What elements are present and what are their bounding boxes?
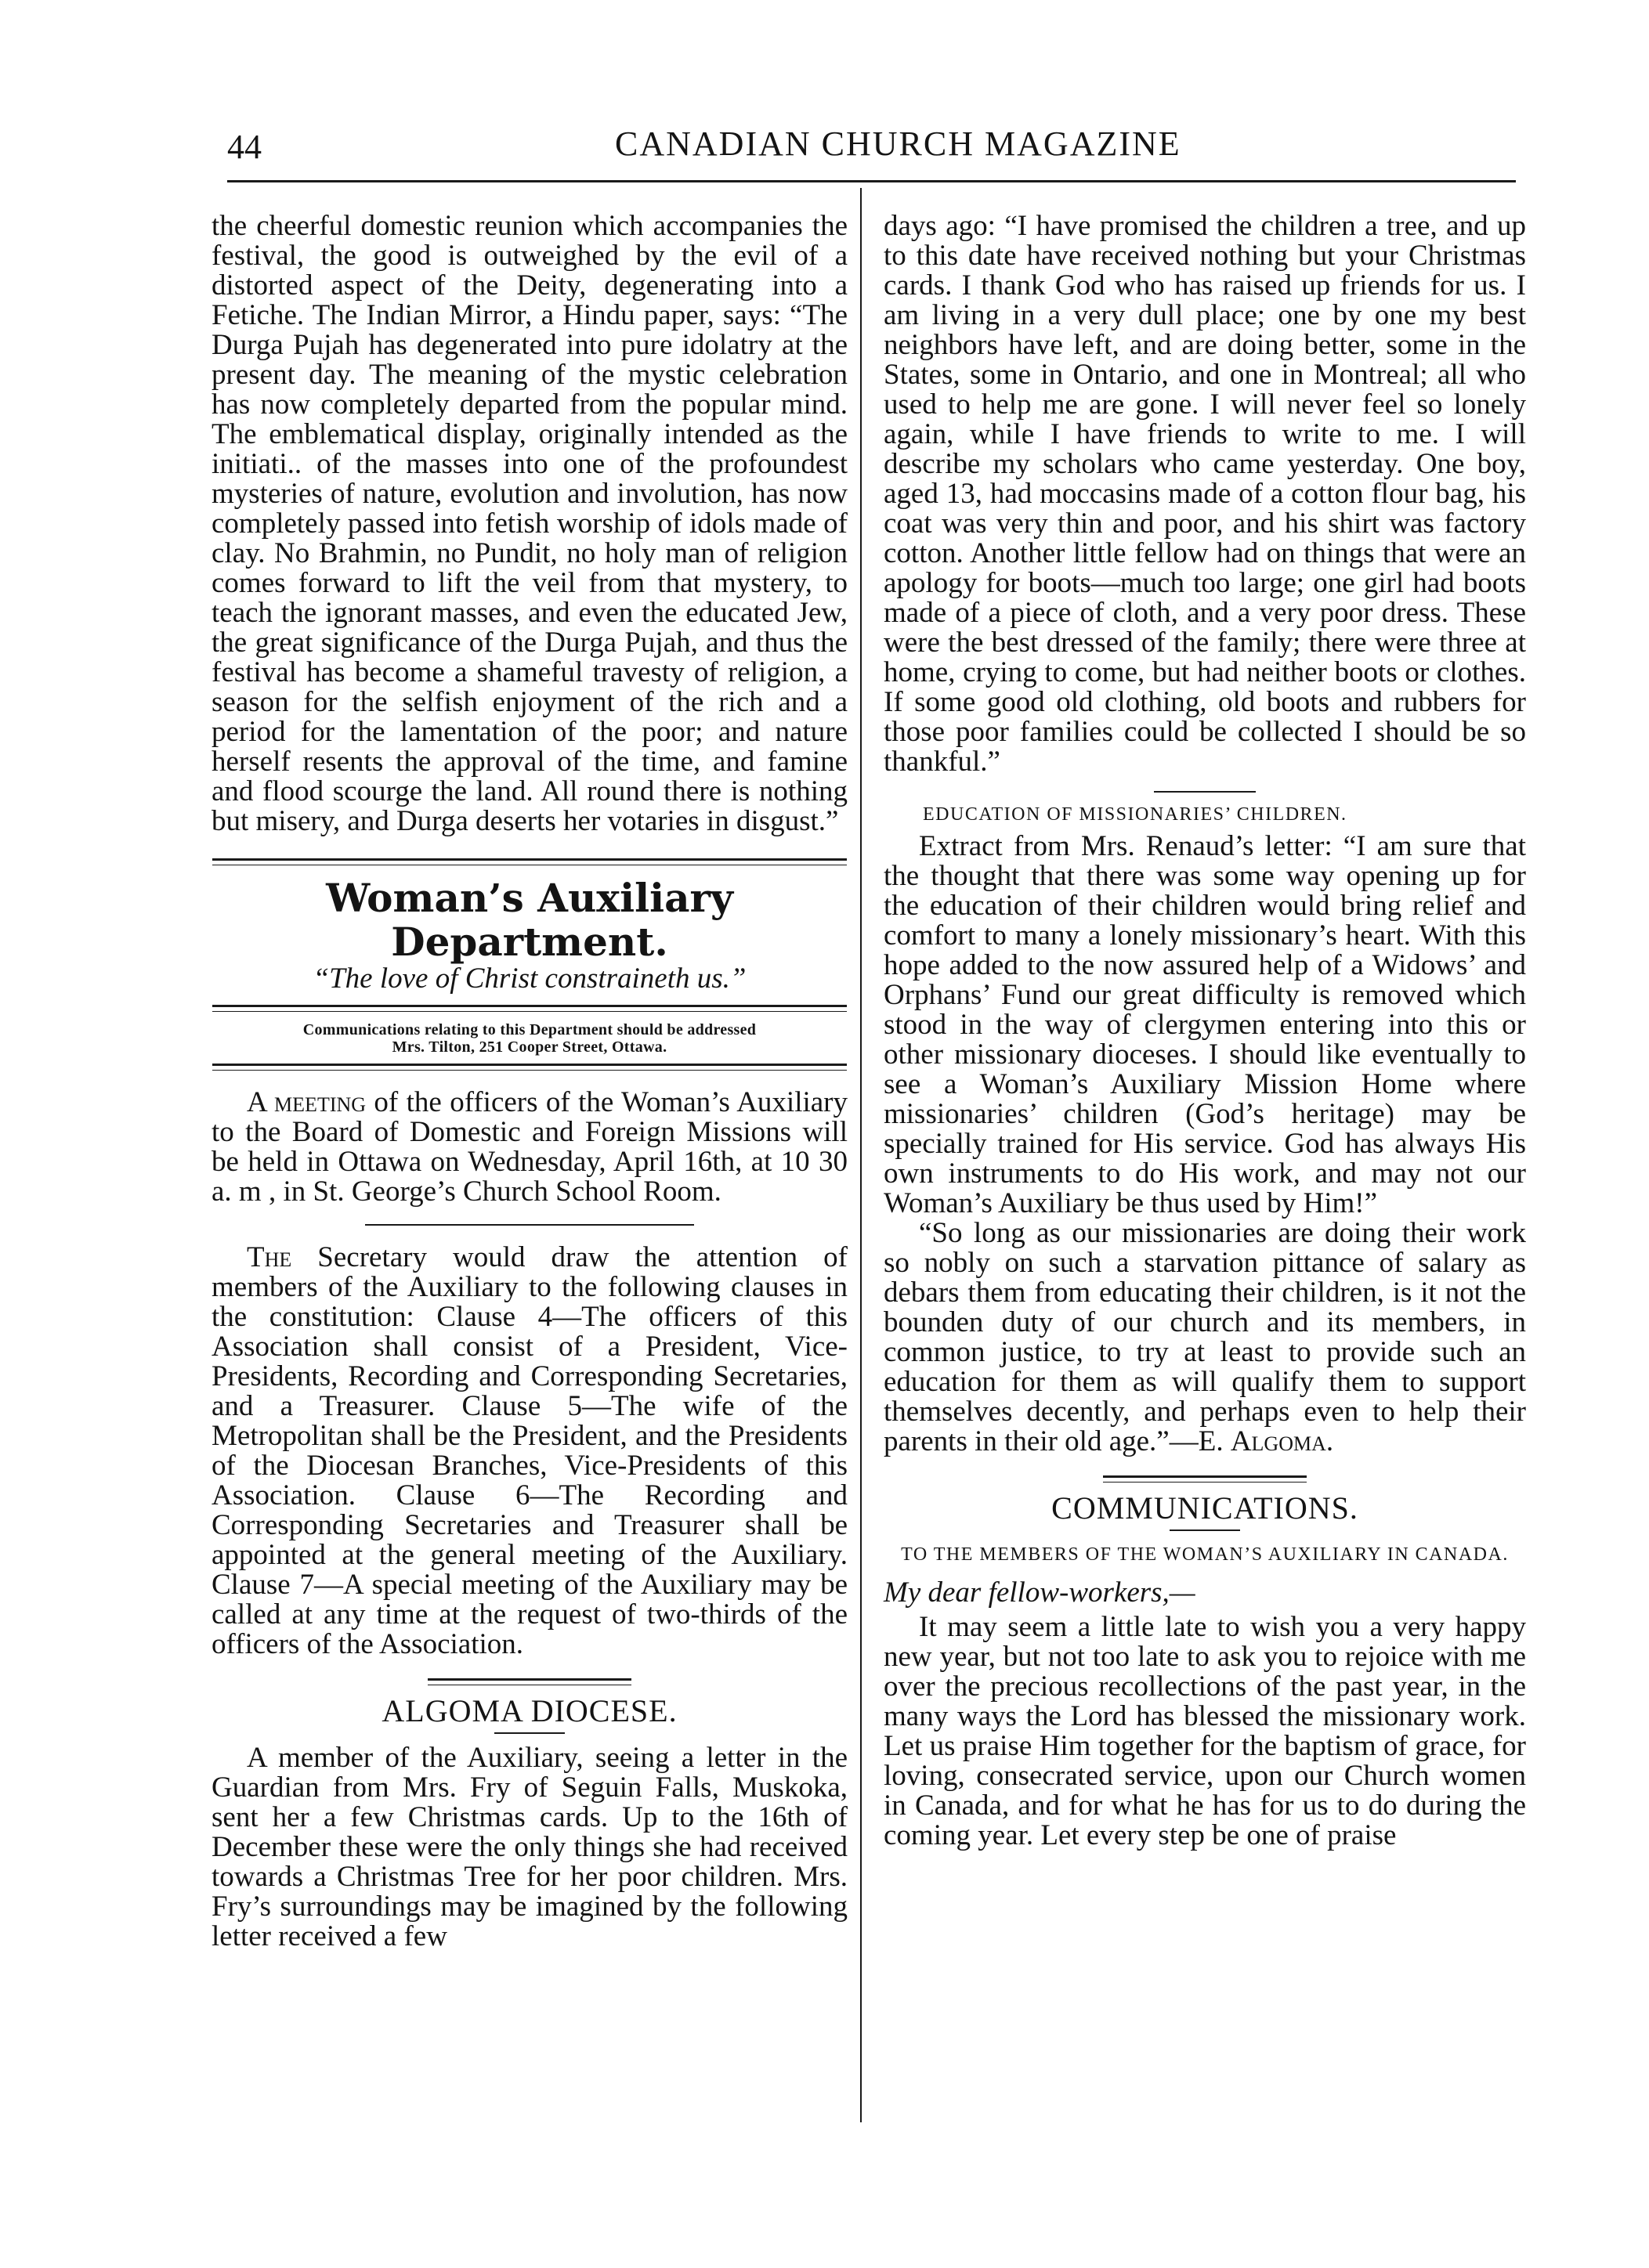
letter-separator: [1154, 791, 1256, 793]
algoma-double-rule: [428, 1678, 631, 1685]
algoma-diocese-heading: ALGOMA DIOCESE.: [382, 1693, 678, 1728]
fry-letter-paragraph: days ago: “I have promised the children a tree, and up to this date have received nothing but your Christmas cards. I thank God who has raised up friends for us. I am living in a very dull place; one by one my best neighbors have left, and are doing better, some in the States, some in Ontario, and one in Montreal; all who used to help me are gone. I will never feel so lonely again, while I have friends to write to me. I will describe my scholars who came yesterday. One boy, aged 13, had moccasins made of a cotton flour bag, his coat was very thin and poor, and his shirt was factory cotton. Another little fellow had on things that were an apology for boots—much too large; one girl had boots made of a piece of cloth, and a very poor dress. These were the best dressed of the family; there were three at home, crying to come, but had neither boots or clothes. If some good old clothing, old boots and rubbers for those poor families could be collected I should be so thankful.”: [884, 210, 1526, 778]
education-signature: Algoma.: [1230, 1425, 1334, 1457]
communications-heading-rule: [1170, 1529, 1240, 1531]
left-column: [212, 211, 848, 1952]
notice-double-rule: [212, 1064, 847, 1071]
education-paragraph-2-text: “So long as our missionaries are doing their work so nobly on such a starvation pittance of salary as debars them from educating their children, is it not the bounden duty of our church and its members, in common justice, to try at least to provide such an education for them as will qualify them to support themselves decently, and perhaps even to help their parents in their old age.”—E.: [884, 1217, 1526, 1457]
address-notice-line2: Mrs. Tilton, 251 Cooper Street, Ottawa.: [392, 1038, 667, 1056]
communications-heading: COMMUNICATIONS.: [1051, 1490, 1358, 1526]
meeting-separator: [365, 1224, 694, 1226]
secretary-text: Secretary would draw the attention of members of the Auxiliary to the following clauses in the constitution: Clause 4—The officers of this Association shall consist of a President, Vice-Presidents, Recording and Corresponding Secretaries, and a Treasurer. Clause 5—The wife of the Metropolitan shall be the President, and the Presidents of the Diocesan Branches, Vice-Presidents of this Association. Clause 6—The Recording and Corresponding Secretaries and Treasurer shall be appointed at the general meeting of the Auxiliary. Clause 7—A special meeting of the Auxiliary may be called at any time at the request of two-thirds of the officers of the Association.: [212, 1241, 848, 1660]
column-divider: [860, 188, 862, 2122]
section-double-rule: [212, 858, 847, 865]
communications-subheading: TO THE MEMBERS OF THE WOMAN’S AUXILIARY IN CANADA.: [901, 1544, 1509, 1565]
meeting-lead: A meeting: [247, 1086, 367, 1118]
department-title: Woman’s Auxiliary Department.: [326, 875, 733, 965]
header-rule: [227, 180, 1516, 182]
address-notice-line1: Communications relating to this Department should be addressed: [302, 1021, 757, 1038]
magazine-title: CANADIAN CHURCH MAGAZINE: [615, 125, 1181, 163]
motto-double-rule: [212, 1005, 847, 1012]
algoma-heading-rule: [494, 1732, 565, 1734]
right-column: [884, 211, 1526, 1851]
meeting-paragraph: [212, 1088, 848, 1207]
secretary-lead: The: [247, 1241, 292, 1273]
communications-paragraph: It may seem a little late to wish you a very happy new year, but not too late to ask you to rejoice with me over the precious recollections of the past year, in the many ways the Lord has blessed the missionary work. Let us praise Him together for the baptism of grace, for loving, consecrated service, upon our Church women in Canada, and for what he has for us to do during the coming year. Let every step be one of praise: [884, 1611, 1526, 1851]
page-number: 44: [227, 128, 262, 166]
education-paragraph-1: Extract from Mrs. Renaud’s letter: “I am sure that the thought that there was some way opening up for the education of their children would bring relief and comfort to many a lonely missionary’s heart. With this hope added to the now assured help of a Widows’ and Orphans’ Fund our great difficulty is removed which stood in the way of clergymen entering into this or other missionary dioceses. I should like eventually to see a Woman’s Auxiliary Mission Home where missionaries’ children (God’s heritage) may be specially trained for His service. God has always His own instruments to do His work, and may not our Woman’s Auxiliary be thus used by Him!”: [884, 830, 1526, 1219]
department-motto: “The love of Christ constraineth us.”: [313, 962, 747, 995]
secretary-paragraph: [212, 1243, 848, 1659]
algoma-paragraph: A member of the Auxiliary, seeing a letter in the Guardian from Mrs. Fry of Seguin Falls, Muskoka, sent her a few Christmas cards. Up to the 16th of December these were the only things she had received towards a Christmas Tree for her poor children. Mrs. Fry’s surroundings may be imagined by the following letter received a few: [212, 1742, 848, 1952]
durga-pujah-paragraph: the cheerful domestic reunion which accompanies the festival, the good is outweighed by the evil of a distorted aspect of the Deity, degenerating into a Fetiche. The Indian Mirror, a Hindu paper, says: “The Durga Pujah has degenerated into pure idolatry at the present day. The meaning of the mystic celebration has now completely departed from the popular mind. The emblematical display, originally intended as the initiati.. of the masses into one of the profoundest mysteries of nature, evolution and involution, has now completely passed into fetish worship of idols made of clay. No Brahmin, no Pundit, no holy man of religion comes forward to lift the veil from that mystery, to teach the ignorant masses, and even the educated Jew, the great significance of the Durga Pujah, and thus the festival has become a shameful travesty of religion, a season for the selfish enjoyment of the rich and a period for the lamentation of the poor; and nature herself resents the approval of the time, and famine and flood scourge the land. All round there is nothing but misery, and Durga deserts her votaries in disgust.”: [212, 210, 848, 837]
meeting-text: of the officers of the Woman’s Auxiliary to the Board of Domestic and Foreign Missions will be held in Ottawa on Wednesday, April 16th, at 10 30 a. m , in St. George’s Church School Room.: [212, 1086, 848, 1208]
salutation: My dear fellow-workers,—: [884, 1576, 1195, 1609]
communications-double-rule: [1103, 1475, 1307, 1483]
education-paragraph-2: [884, 1219, 1526, 1457]
education-heading: EDUCATION OF MISSIONARIES’ CHILDREN.: [923, 804, 1347, 825]
